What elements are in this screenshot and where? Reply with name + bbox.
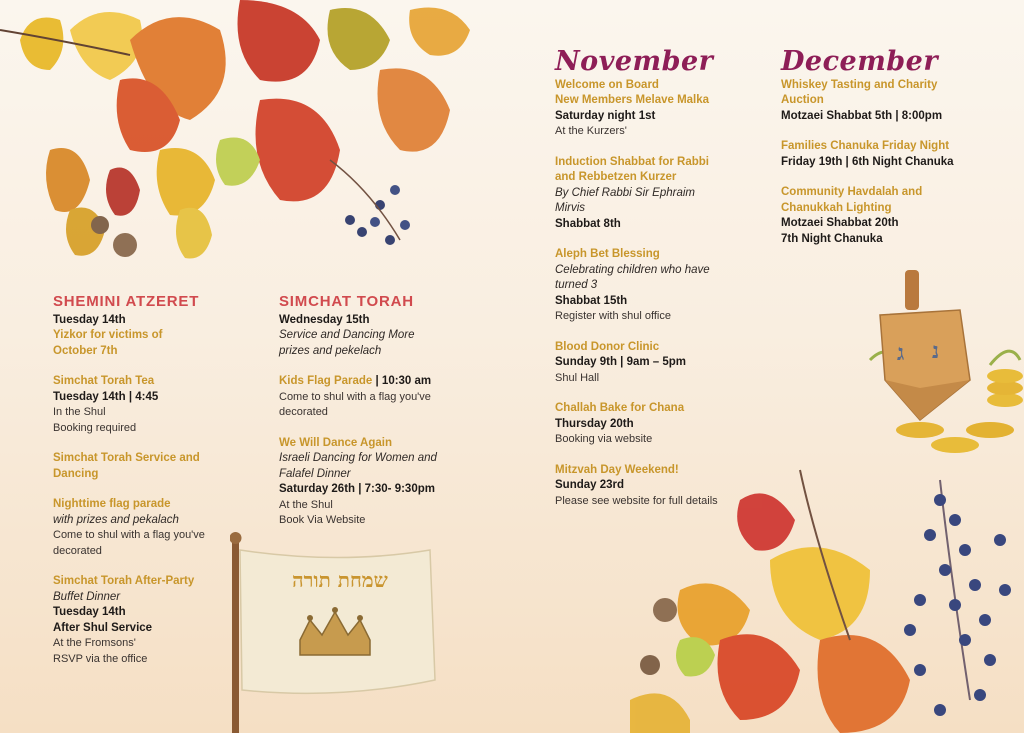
event-title: Simchat Torah Service and <box>53 452 200 464</box>
event-title: Aleph Bet Blessing <box>555 248 660 260</box>
event-item <box>555 340 765 387</box>
event-note: Book Via Website <box>279 514 366 526</box>
event-title: Chanukkah Lighting <box>781 201 892 214</box>
event-description: Falafel Dinner <box>279 467 351 480</box>
event-description: with prizes and pekalach <box>53 513 179 526</box>
event-note: At the Kurzers' <box>555 125 627 137</box>
event-note: Shul Hall <box>555 371 600 384</box>
event-title: Blood Donor Clinic <box>555 340 660 353</box>
event-note: Come to shul with a flag you've <box>53 529 205 541</box>
event-title: Community Havdalah and <box>781 186 923 198</box>
event-note: Booking via website <box>555 433 653 445</box>
event-description: Service and Dancing More <box>279 329 415 341</box>
event-title: New Members Melave Malka <box>555 94 710 106</box>
dreidel-letter-gimel: ג <box>897 340 905 366</box>
column-december <box>781 46 1001 262</box>
event-title: Auction <box>781 94 824 106</box>
event-date: Thursday 20th <box>555 417 634 430</box>
event-note: At the Shul <box>279 498 333 511</box>
event-line-part: | 10:30 am <box>372 375 432 387</box>
event-date: Motzaei Shabbat 20th <box>781 217 899 229</box>
flag-graphic <box>230 530 450 733</box>
event-date: Tuesday 14th <box>53 313 126 326</box>
column-shemini-atzeret <box>53 294 258 682</box>
event-date: Tuesday 14th <box>53 606 126 618</box>
event-date: Friday 19th | 6th Night Chanuka <box>781 155 954 168</box>
event-title: Whiskey Tasting and Charity <box>781 78 938 91</box>
event-note: RSVP via the office <box>53 652 148 665</box>
column-november <box>555 46 765 524</box>
event-item <box>53 374 258 436</box>
event-description: Mirvis <box>555 202 586 214</box>
event-date: Saturday 26th | 7:30- 9:30pm <box>279 483 435 495</box>
heading-shemini-atzeret: SHEMINI ATZERET <box>53 293 200 310</box>
event-note: Register with shul office <box>555 310 671 322</box>
dreidel-icon <box>860 270 1024 470</box>
event-title: Families Chanuka Friday Night <box>781 140 950 152</box>
event-title: Welcome on Board <box>555 78 659 91</box>
event-date: After Shul Service <box>53 621 153 634</box>
event-title: We Will Dance Again <box>279 436 393 449</box>
dreidel-coins <box>860 270 1024 470</box>
event-description: Israeli Dancing for Women and <box>279 452 437 464</box>
event-date: Wednesday 15th <box>279 313 370 326</box>
event-item <box>555 155 765 233</box>
event-title: Dancing <box>53 467 99 480</box>
event-date: Sunday 9th | 9am – 5pm <box>555 356 687 368</box>
event-item <box>781 139 1001 170</box>
event-item <box>555 401 765 448</box>
event-item <box>781 78 1001 125</box>
event-date: Shabbat 8th <box>555 217 621 230</box>
event-date: Tuesday 14th | 4:45 <box>53 390 159 403</box>
event-description: prizes and pekelach <box>279 344 382 357</box>
event-item <box>555 78 765 140</box>
event-date: Saturday night 1st <box>555 109 656 122</box>
event-note: Please see website for full details <box>555 494 718 507</box>
event-item <box>53 497 258 559</box>
event-title: October 7th <box>53 344 118 357</box>
event-date: Sunday 23rd <box>555 479 625 491</box>
heading-december: December <box>781 46 939 77</box>
event-line <box>279 374 489 390</box>
events-november <box>555 78 765 510</box>
events-december <box>781 78 1001 248</box>
heading-simchat-torah: SIMCHAT TORAH <box>279 293 414 310</box>
event-title: Mitzvah Day Weekend! <box>555 463 679 476</box>
event-title: Nighttime flag parade <box>53 498 171 510</box>
event-item <box>555 463 765 510</box>
event-date: 7th Night Chanuka <box>781 232 883 245</box>
event-title: Yizkor for victims of <box>53 329 163 341</box>
event-item <box>279 374 489 421</box>
event-note: In the Shul <box>53 406 106 418</box>
event-title: Simchat Torah Tea <box>53 375 155 387</box>
event-line-part: Kids Flag Parade <box>279 375 373 387</box>
autumn-leaves-top-left <box>0 0 500 280</box>
event-title: Challah Bake for Chana <box>555 402 685 414</box>
torah-flag <box>230 530 450 733</box>
event-description: Celebrating children who have <box>555 263 710 276</box>
event-date: Motzaei Shabbat 5th | 8:00pm <box>781 109 943 122</box>
event-description: turned 3 <box>555 279 598 291</box>
event-note: decorated <box>279 406 328 418</box>
event-item <box>53 313 258 360</box>
column-simchat-torah <box>279 294 489 544</box>
event-item <box>53 451 258 482</box>
flag-hebrew-text: שמחת תורה <box>292 568 388 592</box>
event-description: Buffet Dinner <box>53 590 121 603</box>
event-title: Simchat Torah After-Party <box>53 575 195 587</box>
event-note: Booking required <box>53 421 137 434</box>
event-item <box>279 313 489 360</box>
event-title: Induction Shabbat for Rabbi <box>555 155 709 168</box>
event-note: At the Fromsons' <box>53 637 136 649</box>
event-description: By Chief Rabbi Sir Ephraim <box>555 186 695 199</box>
event-date: Shabbat 15th <box>555 294 628 307</box>
event-item <box>279 436 489 529</box>
heading-november: November <box>555 46 714 77</box>
events-simchat <box>279 313 489 529</box>
event-item <box>555 247 765 325</box>
event-note: Come to shul with a flag you've <box>279 390 431 403</box>
events-shemini <box>53 313 258 668</box>
event-title: and Rebbetzen Kurzer <box>555 171 677 183</box>
dreidel-letter-nun: נ <box>932 338 940 364</box>
event-item <box>53 574 258 667</box>
event-note: decorated <box>53 544 102 557</box>
event-item <box>781 185 1001 247</box>
